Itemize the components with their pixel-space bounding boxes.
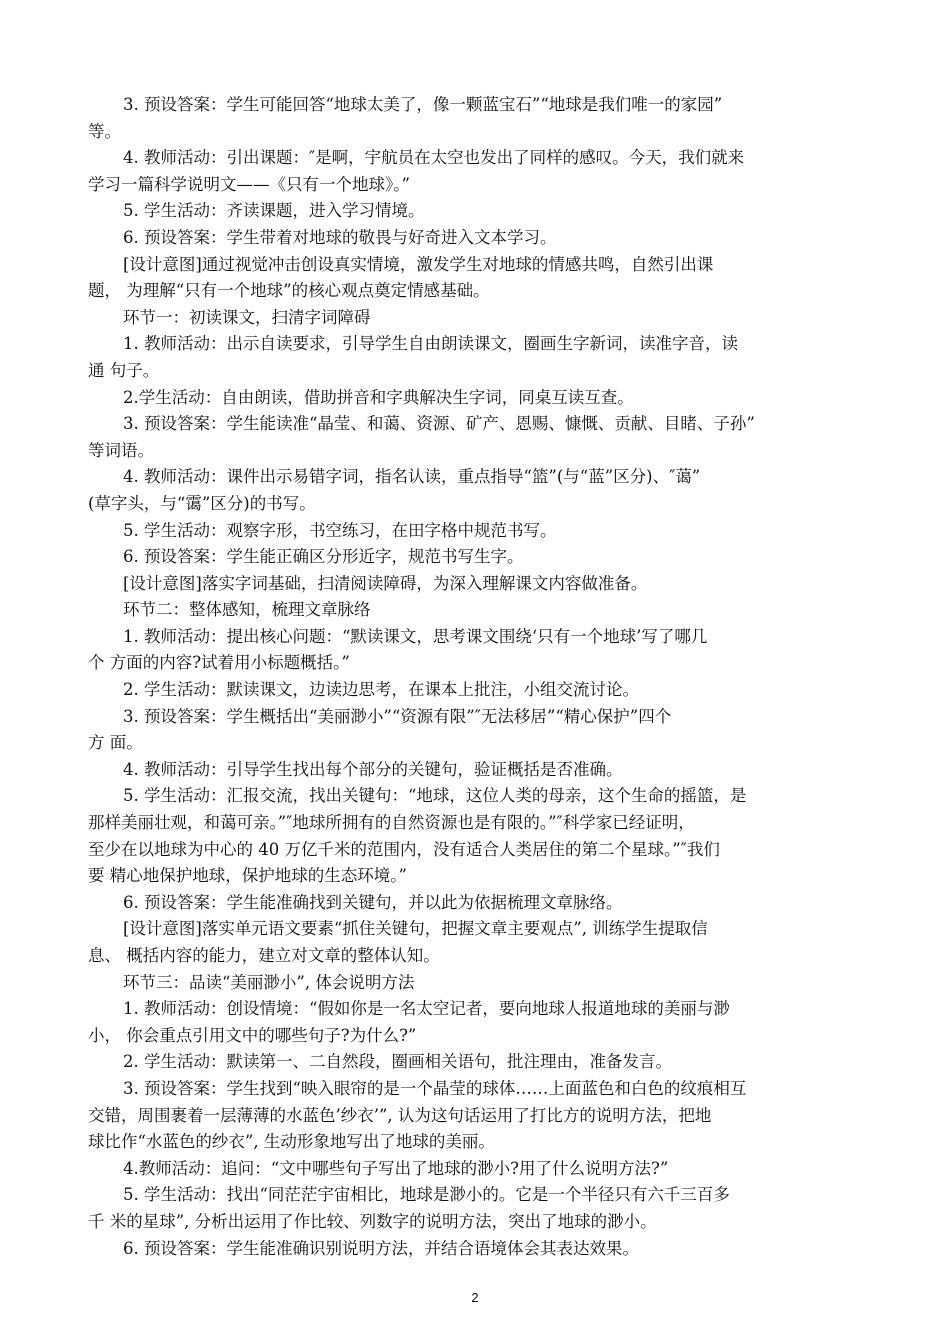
design-intent-line: [设计意图]通过视觉冲击创设真实情境，激发学生对地球的情感共鸣，自然引出课 bbox=[123, 254, 714, 274]
paragraph-line: 至少在以地球为中心的 40 万亿千米的范围内，没有适合人类居住的第二个星球。”″我们 bbox=[88, 839, 720, 859]
paragraph-line: (草字头，与“霭”区分)的书写。 bbox=[88, 493, 316, 513]
paragraph-line: 2. 学生活动：默读第一、二自然段，圈画相关语句，批注理由，准备发言。 bbox=[123, 1052, 672, 1072]
paragraph-line: 交错，周围裹着一层薄薄的水蓝色’纱衣’”, 认为这句话运用了打比方的说明方法，把地 bbox=[88, 1105, 712, 1125]
paragraph-line: 千 米的星球”, 分析出运用了作比较、列数字的说明方法，突出了地球的渺小。 bbox=[88, 1211, 657, 1231]
paragraph-line: 要 精心地保护地球，保护地球的生态环境。” bbox=[88, 866, 407, 886]
paragraph-line: 4. 教师活动：课件出示易错字词，指名认读，重点指导“篮”(与“蓝”区分)、″蔼” bbox=[123, 467, 701, 487]
paragraph-line: 5. 学生活动：找出“同茫茫宇宙相比，地球是渺小的。它是一个半径只有六千三百多 bbox=[123, 1185, 730, 1205]
paragraph-line: 学习一篇科学说明文——《只有一个地球》。” bbox=[88, 174, 410, 194]
paragraph-line: 5. 学生活动：汇报交流，找出关键句：“地球，这位人类的母亲，这个生命的摇篮，是 bbox=[123, 786, 747, 806]
paragraph-line: 等词语。 bbox=[88, 440, 154, 460]
document-body bbox=[88, 92, 868, 1262]
paragraph-line: 6. 预设答案：学生能准确找到关键句，并以此为依据梳理文章脉络。 bbox=[123, 892, 623, 912]
paragraph-line: 通 句子。 bbox=[88, 360, 160, 380]
design-intent-line: [设计意图]落实字词基础，扫清阅读障碍，为深入理解课文内容做准备。 bbox=[123, 573, 648, 593]
paragraph-line: 2. 学生活动：默读课文，边读边思考，在课本上批注，小组交流讨论。 bbox=[123, 680, 639, 700]
paragraph-line: 4. 教师活动：引出课题：″是啊，宇航员在太空也发出了同样的感叹。今天，我们就来 bbox=[123, 148, 745, 168]
paragraph-line: 3. 预设答案：学生能读准“晶莹、和蔼、资源、矿产、恩赐、慷慨、贡献、目睹、子孙” bbox=[123, 414, 755, 434]
paragraph-line: 5. 学生活动：观察字形，书空练习，在田字格中规范书写。 bbox=[123, 520, 557, 540]
paragraph-line: 5. 学生活动：齐读课题，进入学习情境。 bbox=[123, 201, 425, 221]
paragraph-line: 1. 教师活动：出示自读要求，引导学生自由朗读课文，圈画生字新词，读准字音，读 bbox=[123, 334, 738, 354]
paragraph-line: 3. 预设答案：学生可能回答“地球太美了，像一颗蓝宝石”“地球是我们唯一的家园” bbox=[123, 95, 723, 114]
paragraph-line: 3. 预设答案：学生概括出“美丽渺小”“资源有限”″无法移居”“精心保护”四个 bbox=[123, 706, 672, 726]
paragraph-line: 6. 预设答案：学生能准确识别说明方法，并结合语境体会其表达效果。 bbox=[123, 1238, 639, 1258]
paragraph-line: 方 面。 bbox=[88, 733, 143, 753]
paragraph-line: 6. 预设答案：学生能正确区分形近字，规范书写生字。 bbox=[123, 547, 524, 567]
paragraph-line: 个 方面的内容?试着用小标题概括。” bbox=[88, 653, 350, 673]
paragraph-line: 球比作“水蓝色的纱衣”, 生动形象地写出了地球的美丽。 bbox=[88, 1132, 495, 1152]
paragraph-line: 1. 教师活动：创设情境：“假如你是一名太空记者，要向地球人报道地球的美丽与渺 bbox=[123, 999, 730, 1019]
paragraph-line: 小， 你会重点引用文中的哪些句子?为什么?” bbox=[88, 1025, 417, 1045]
section-heading: 环节三：品读“美丽渺小”, 体会说明方法 bbox=[123, 972, 415, 992]
paragraph-line: 3. 预设答案：学生找到“映入眼帘的是一个晶莹的球体……上面蓝色和白色的纹痕相互 bbox=[123, 1078, 747, 1098]
page-number: 2 bbox=[471, 1290, 479, 1305]
paragraph-line: 等。 bbox=[88, 121, 121, 141]
section-heading: 环节二：整体感知，梳理文章脉络 bbox=[123, 600, 371, 620]
paragraph-line: 那样美丽壮观，和蔼可亲。”″地球所拥有的自然资源也是有限的。”″科学家已经证明， bbox=[88, 813, 695, 833]
paragraph-line: 1. 教师活动：提出核心问题：“默读课文，思考课文围绕‘只有一个地球’写了哪几 bbox=[123, 626, 708, 646]
paragraph-line: 息、 概括内容的能力，建立对文章的整体认知。 bbox=[88, 946, 440, 965]
section-heading: 环节一：初读课文，扫清字词障碍 bbox=[123, 307, 371, 327]
paragraph-line: 6. 预设答案：学生带着对地球的敬畏与好奇进入文本学习。 bbox=[123, 227, 557, 247]
design-intent-line: [设计意图]落实单元语文要素“抓住关键句，把握文章主要观点”, 训练学生提取信 bbox=[123, 919, 708, 939]
paragraph-line: 2.学生活动：自由朗读，借助拼音和字典解决生字词，同桌互读互查。 bbox=[123, 387, 634, 407]
paragraph-line: 题， 为理解“只有一个地球”的核心观点奠定情感基础。 bbox=[88, 281, 490, 301]
paragraph-line: 4. 教师活动：引导学生找出每个部分的关键句，验证概括是否准确。 bbox=[123, 759, 623, 779]
paragraph-line: 4.教师活动：追问：“文中哪些句子写出了地球的渺小?用了什么说明方法?” bbox=[123, 1158, 669, 1178]
